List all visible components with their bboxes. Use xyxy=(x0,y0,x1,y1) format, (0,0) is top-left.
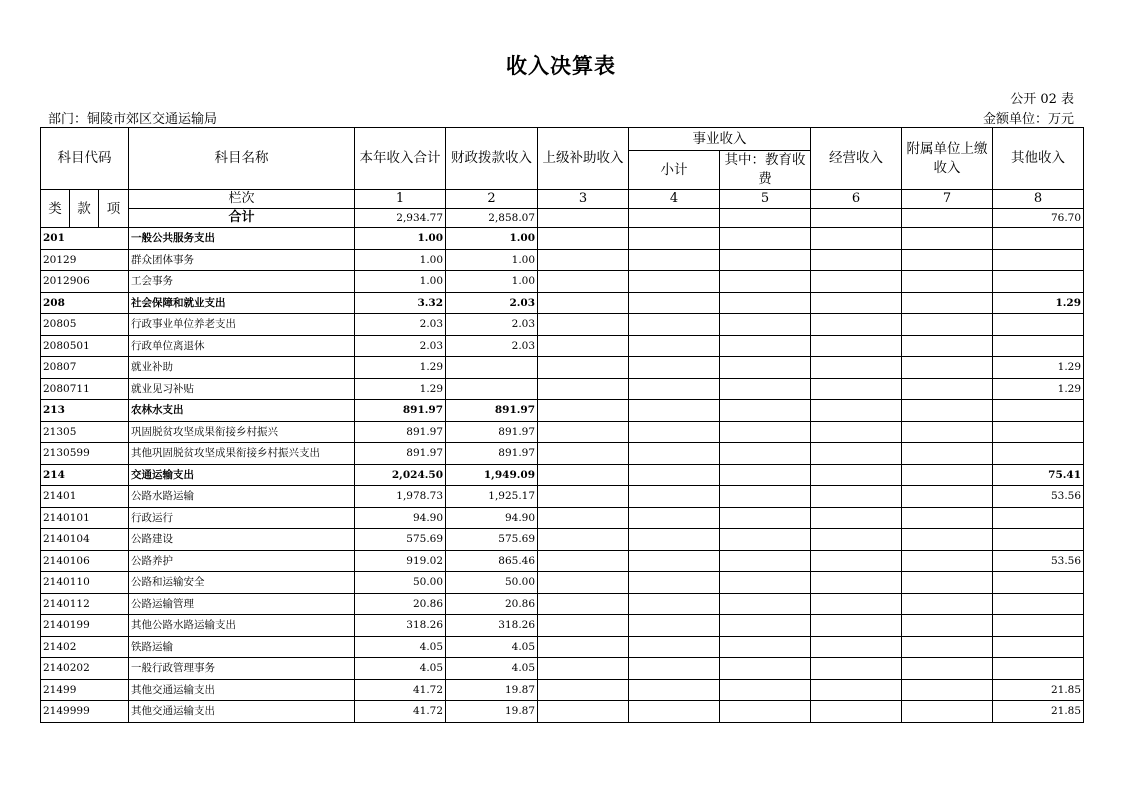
fiscal-cell: 575.69 xyxy=(446,529,538,551)
empty-cell xyxy=(720,335,811,357)
empty-cell xyxy=(538,400,629,422)
empty-cell xyxy=(720,486,811,508)
empty-cell xyxy=(902,507,993,529)
fiscal-cell: 1,925.17 xyxy=(446,486,538,508)
name-cell: 群众团体事务 xyxy=(129,249,355,271)
fiscal-cell: 4.05 xyxy=(446,636,538,658)
total-income-cell: 919.02 xyxy=(355,550,446,572)
header-row-3 xyxy=(41,190,1084,209)
empty-cell xyxy=(902,679,993,701)
empty-cell xyxy=(629,507,720,529)
other-income-cell xyxy=(993,228,1084,250)
col-header-business-subtotal: 小计 xyxy=(629,151,720,190)
fiscal-cell: 19.87 xyxy=(446,701,538,723)
empty-cell xyxy=(902,443,993,465)
empty-cell xyxy=(538,314,629,336)
col-header-business-edu: 其中：教育收费 xyxy=(720,151,811,190)
name-cell: 行政事业单位养老支出 xyxy=(129,314,355,336)
empty-cell xyxy=(538,572,629,594)
empty-cell xyxy=(629,314,720,336)
name-cell: 公路运输管理 xyxy=(129,593,355,615)
fiscal-cell: 50.00 xyxy=(446,572,538,594)
empty-cell xyxy=(538,421,629,443)
total-income-cell: 50.00 xyxy=(355,572,446,594)
empty-cell xyxy=(902,593,993,615)
empty-cell xyxy=(720,593,811,615)
other-income-cell xyxy=(993,443,1084,465)
empty-cell xyxy=(902,292,993,314)
empty-cell xyxy=(538,593,629,615)
total-income-cell: 1.29 xyxy=(355,357,446,379)
other-income-cell xyxy=(993,400,1084,422)
table-row xyxy=(41,443,1084,465)
total-income-cell: 1.00 xyxy=(355,271,446,293)
empty-cell xyxy=(720,679,811,701)
col-number: 6 xyxy=(811,190,902,209)
empty-cell xyxy=(811,550,902,572)
empty-cell xyxy=(720,615,811,637)
name-cell: 一般公共服务支出 xyxy=(129,228,355,250)
code-cell: 2012906 xyxy=(41,271,129,293)
table-row xyxy=(41,228,1084,250)
code-cell: 201 xyxy=(41,228,129,250)
name-cell: 其他公路水路运输支出 xyxy=(129,615,355,637)
code-cell: 2080711 xyxy=(41,378,129,400)
fiscal-cell: 2.03 xyxy=(446,292,538,314)
empty-cell xyxy=(629,357,720,379)
fiscal-cell: 4.05 xyxy=(446,658,538,680)
table-row xyxy=(41,529,1084,551)
fiscal-cell: 318.26 xyxy=(446,615,538,637)
empty-cell xyxy=(538,228,629,250)
empty-cell xyxy=(538,443,629,465)
empty-cell xyxy=(902,486,993,508)
empty-cell xyxy=(720,443,811,465)
empty-cell xyxy=(720,464,811,486)
col-header-lei: 类 xyxy=(41,190,70,228)
name-cell: 一般行政管理事务 xyxy=(129,658,355,680)
empty-cell xyxy=(538,615,629,637)
empty-cell xyxy=(902,615,993,637)
name-cell: 公路水路运输 xyxy=(129,486,355,508)
empty-cell xyxy=(629,292,720,314)
table-row xyxy=(41,636,1084,658)
fiscal-cell: 891.97 xyxy=(446,400,538,422)
code-cell: 2140199 xyxy=(41,615,129,637)
table-row xyxy=(41,335,1084,357)
code-cell: 20805 xyxy=(41,314,129,336)
other-income-cell: 1.29 xyxy=(993,378,1084,400)
name-cell: 行政单位离退休 xyxy=(129,335,355,357)
empty-cell xyxy=(538,271,629,293)
empty-cell xyxy=(902,636,993,658)
empty-cell xyxy=(902,701,993,723)
total-income-cell: 891.97 xyxy=(355,443,446,465)
other-income-cell xyxy=(993,529,1084,551)
empty-cell xyxy=(902,228,993,250)
fiscal-cell xyxy=(446,378,538,400)
other-income-cell xyxy=(993,658,1084,680)
other-income-cell xyxy=(993,335,1084,357)
empty-cell xyxy=(538,701,629,723)
col-header-lanci: 栏次 xyxy=(129,190,355,209)
total-income-cell: 41.72 xyxy=(355,701,446,723)
empty-cell xyxy=(720,550,811,572)
table-row xyxy=(41,378,1084,400)
other-income-cell xyxy=(993,271,1084,293)
empty-cell xyxy=(629,593,720,615)
table-row xyxy=(41,679,1084,701)
code-cell: 2149999 xyxy=(41,701,129,723)
col-number: 5 xyxy=(720,190,811,209)
col-header-affiliated: 附属单位上缴收入 xyxy=(902,128,993,190)
empty-cell xyxy=(720,658,811,680)
name-cell: 公路和运输安全 xyxy=(129,572,355,594)
name-cell: 公路养护 xyxy=(129,550,355,572)
col-number: 3 xyxy=(538,190,629,209)
col-header-other: 其他收入 xyxy=(993,128,1084,190)
col-header-superior: 上级补助收入 xyxy=(538,128,629,190)
code-cell: 21402 xyxy=(41,636,129,658)
empty-cell xyxy=(720,228,811,250)
code-cell: 21305 xyxy=(41,421,129,443)
empty-cell xyxy=(811,378,902,400)
fiscal-cell: 891.97 xyxy=(446,443,538,465)
name-cell: 其他交通运输支出 xyxy=(129,679,355,701)
other-income-cell: 1.29 xyxy=(993,292,1084,314)
total-income-cell: 2,934.77 xyxy=(355,209,446,228)
code-cell: 2140202 xyxy=(41,658,129,680)
name-cell: 行政运行 xyxy=(129,507,355,529)
code-cell: 2140110 xyxy=(41,572,129,594)
empty-cell xyxy=(720,572,811,594)
empty-cell xyxy=(538,679,629,701)
total-income-cell: 4.05 xyxy=(355,658,446,680)
other-income-cell xyxy=(993,636,1084,658)
empty-cell xyxy=(811,507,902,529)
fiscal-cell: 891.97 xyxy=(446,421,538,443)
empty-cell xyxy=(720,357,811,379)
total-income-cell: 2.03 xyxy=(355,335,446,357)
col-number: 8 xyxy=(993,190,1084,209)
code-cell: 2140112 xyxy=(41,593,129,615)
empty-cell xyxy=(538,658,629,680)
fiscal-cell: 94.90 xyxy=(446,507,538,529)
total-income-cell: 1.00 xyxy=(355,249,446,271)
empty-cell xyxy=(902,314,993,336)
table-row xyxy=(41,249,1084,271)
empty-cell xyxy=(720,529,811,551)
total-income-cell: 575.69 xyxy=(355,529,446,551)
empty-cell xyxy=(538,529,629,551)
empty-cell xyxy=(720,209,811,228)
empty-cell xyxy=(629,486,720,508)
total-income-cell: 20.86 xyxy=(355,593,446,615)
total-income-cell: 3.32 xyxy=(355,292,446,314)
table-row xyxy=(41,486,1084,508)
table-row xyxy=(41,507,1084,529)
table-row xyxy=(41,615,1084,637)
fiscal-cell: 2.03 xyxy=(446,335,538,357)
table-row xyxy=(41,271,1084,293)
empty-cell xyxy=(629,443,720,465)
empty-cell xyxy=(538,209,629,228)
other-income-cell: 21.85 xyxy=(993,701,1084,723)
empty-cell xyxy=(902,249,993,271)
empty-cell xyxy=(629,701,720,723)
empty-cell xyxy=(538,507,629,529)
other-income-cell xyxy=(993,507,1084,529)
empty-cell xyxy=(720,378,811,400)
empty-cell xyxy=(811,572,902,594)
other-income-cell: 1.29 xyxy=(993,357,1084,379)
empty-cell xyxy=(629,228,720,250)
empty-cell xyxy=(629,636,720,658)
empty-cell xyxy=(720,507,811,529)
total-income-cell: 891.97 xyxy=(355,421,446,443)
total-income-cell: 94.90 xyxy=(355,507,446,529)
other-income-cell xyxy=(993,615,1084,637)
empty-cell xyxy=(902,464,993,486)
empty-cell xyxy=(811,421,902,443)
empty-cell xyxy=(811,658,902,680)
empty-cell xyxy=(720,292,811,314)
fiscal-cell: 2.03 xyxy=(446,314,538,336)
department-label: 部门：铜陵市郊区交通运输局 xyxy=(48,112,218,127)
empty-cell xyxy=(720,249,811,271)
empty-cell xyxy=(811,636,902,658)
total-income-cell: 2,024.50 xyxy=(355,464,446,486)
header-row-1 xyxy=(41,128,1084,151)
name-cell: 其他交通运输支出 xyxy=(129,701,355,723)
empty-cell xyxy=(811,209,902,228)
total-income-cell: 1,978.73 xyxy=(355,486,446,508)
table-row xyxy=(41,421,1084,443)
empty-cell xyxy=(811,314,902,336)
empty-cell xyxy=(811,271,902,293)
empty-cell xyxy=(629,378,720,400)
code-cell: 2140104 xyxy=(41,529,129,551)
name-cell: 铁路运输 xyxy=(129,636,355,658)
empty-cell xyxy=(811,615,902,637)
empty-cell xyxy=(720,701,811,723)
code-cell: 214 xyxy=(41,464,129,486)
total-income-cell: 4.05 xyxy=(355,636,446,658)
empty-cell xyxy=(811,292,902,314)
other-income-cell xyxy=(993,314,1084,336)
empty-cell xyxy=(538,378,629,400)
empty-cell xyxy=(902,572,993,594)
empty-cell xyxy=(538,486,629,508)
other-income-cell: 21.85 xyxy=(993,679,1084,701)
empty-cell xyxy=(811,400,902,422)
empty-cell xyxy=(811,701,902,723)
col-number: 4 xyxy=(629,190,720,209)
other-income-cell xyxy=(993,249,1084,271)
empty-cell xyxy=(720,636,811,658)
empty-cell xyxy=(902,271,993,293)
fiscal-cell: 20.86 xyxy=(446,593,538,615)
col-header-total: 本年收入合计 xyxy=(355,128,446,190)
amount-unit-label: 金额单位：万元 xyxy=(982,112,1074,127)
name-cell: 巩固脱贫攻坚成果衔接乡村振兴 xyxy=(129,421,355,443)
table-row xyxy=(41,550,1084,572)
empty-cell xyxy=(538,357,629,379)
code-cell: 208 xyxy=(41,292,129,314)
table-row xyxy=(41,400,1084,422)
table-row xyxy=(41,292,1084,314)
name-cell: 工会事务 xyxy=(129,271,355,293)
form-number: 公开 02 表 xyxy=(1010,92,1074,107)
empty-cell xyxy=(902,550,993,572)
empty-cell xyxy=(629,464,720,486)
fiscal-cell: 865.46 xyxy=(446,550,538,572)
col-header-fiscal: 财政拨款收入 xyxy=(446,128,538,190)
empty-cell xyxy=(538,550,629,572)
empty-cell xyxy=(811,464,902,486)
empty-cell xyxy=(811,529,902,551)
empty-cell xyxy=(811,443,902,465)
empty-cell xyxy=(629,421,720,443)
empty-cell xyxy=(902,658,993,680)
empty-cell xyxy=(629,658,720,680)
other-income-cell xyxy=(993,421,1084,443)
name-cell: 社会保障和就业支出 xyxy=(129,292,355,314)
empty-cell xyxy=(538,335,629,357)
total-income-cell: 1.00 xyxy=(355,228,446,250)
empty-cell xyxy=(629,249,720,271)
other-income-cell xyxy=(993,572,1084,594)
code-cell: 21401 xyxy=(41,486,129,508)
table-row xyxy=(41,314,1084,336)
empty-cell xyxy=(629,209,720,228)
empty-cell xyxy=(629,572,720,594)
empty-cell xyxy=(720,421,811,443)
total-income-cell: 891.97 xyxy=(355,400,446,422)
code-cell: 20807 xyxy=(41,357,129,379)
empty-cell xyxy=(629,335,720,357)
empty-cell xyxy=(629,529,720,551)
col-header-name: 科目名称 xyxy=(129,128,355,190)
name-cell: 其他巩固脱贫攻坚成果衔接乡村振兴支出 xyxy=(129,443,355,465)
empty-cell xyxy=(902,209,993,228)
other-income-cell: 53.56 xyxy=(993,486,1084,508)
empty-cell xyxy=(538,464,629,486)
col-number: 2 xyxy=(446,190,538,209)
col-header-kuan: 款 xyxy=(70,190,99,228)
fiscal-cell xyxy=(446,357,538,379)
code-cell: 21499 xyxy=(41,679,129,701)
other-income-cell xyxy=(993,593,1084,615)
empty-cell xyxy=(811,593,902,615)
empty-cell xyxy=(902,357,993,379)
empty-cell xyxy=(538,292,629,314)
code-cell: 213 xyxy=(41,400,129,422)
col-number: 7 xyxy=(902,190,993,209)
empty-cell xyxy=(811,679,902,701)
code-cell: 20129 xyxy=(41,249,129,271)
name-cell: 公路建设 xyxy=(129,529,355,551)
total-label: 合计 xyxy=(129,209,355,228)
name-cell: 交通运输支出 xyxy=(129,464,355,486)
table-row xyxy=(41,593,1084,615)
empty-cell xyxy=(902,529,993,551)
col-header-xiang: 项 xyxy=(99,190,129,228)
total-income-cell: 318.26 xyxy=(355,615,446,637)
empty-cell xyxy=(811,249,902,271)
empty-cell xyxy=(629,550,720,572)
empty-cell xyxy=(720,271,811,293)
col-header-code: 科目代码 xyxy=(41,128,129,190)
fiscal-cell: 1.00 xyxy=(446,271,538,293)
empty-cell xyxy=(538,636,629,658)
table-row xyxy=(41,701,1084,723)
total-income-cell: 1.29 xyxy=(355,378,446,400)
empty-cell xyxy=(902,421,993,443)
total-row xyxy=(41,209,1084,228)
page-title: 收入决算表 xyxy=(506,54,616,78)
empty-cell xyxy=(811,486,902,508)
empty-cell xyxy=(811,357,902,379)
col-number: 1 xyxy=(355,190,446,209)
empty-cell xyxy=(629,679,720,701)
empty-cell xyxy=(902,335,993,357)
code-cell: 2080501 xyxy=(41,335,129,357)
table-row xyxy=(41,357,1084,379)
empty-cell xyxy=(629,400,720,422)
empty-cell xyxy=(720,400,811,422)
name-cell: 农林水支出 xyxy=(129,400,355,422)
empty-cell xyxy=(629,271,720,293)
fiscal-cell: 1.00 xyxy=(446,228,538,250)
total-income-cell: 41.72 xyxy=(355,679,446,701)
code-cell: 2130599 xyxy=(41,443,129,465)
empty-cell xyxy=(811,335,902,357)
empty-cell xyxy=(629,615,720,637)
empty-cell xyxy=(720,314,811,336)
col-header-business: 事业收入 xyxy=(629,128,811,151)
name-cell: 就业见习补贴 xyxy=(129,378,355,400)
table-row xyxy=(41,658,1084,680)
code-cell: 2140101 xyxy=(41,507,129,529)
total-fiscal-cell: 2,858.07 xyxy=(446,209,538,228)
name-cell: 就业补助 xyxy=(129,357,355,379)
fiscal-cell: 1,949.09 xyxy=(446,464,538,486)
empty-cell xyxy=(902,400,993,422)
empty-cell xyxy=(902,378,993,400)
table-row xyxy=(41,464,1084,486)
total-income-cell: 2.03 xyxy=(355,314,446,336)
total-other-cell: 76.70 xyxy=(993,209,1084,228)
fiscal-cell: 1.00 xyxy=(446,249,538,271)
other-income-cell: 75.41 xyxy=(993,464,1084,486)
fiscal-cell: 19.87 xyxy=(446,679,538,701)
col-header-operating: 经营收入 xyxy=(811,128,902,190)
code-cell: 2140106 xyxy=(41,550,129,572)
empty-cell xyxy=(538,249,629,271)
empty-cell xyxy=(811,228,902,250)
income-final-accounts-table xyxy=(40,127,1084,723)
other-income-cell: 53.56 xyxy=(993,550,1084,572)
table-row xyxy=(41,572,1084,594)
